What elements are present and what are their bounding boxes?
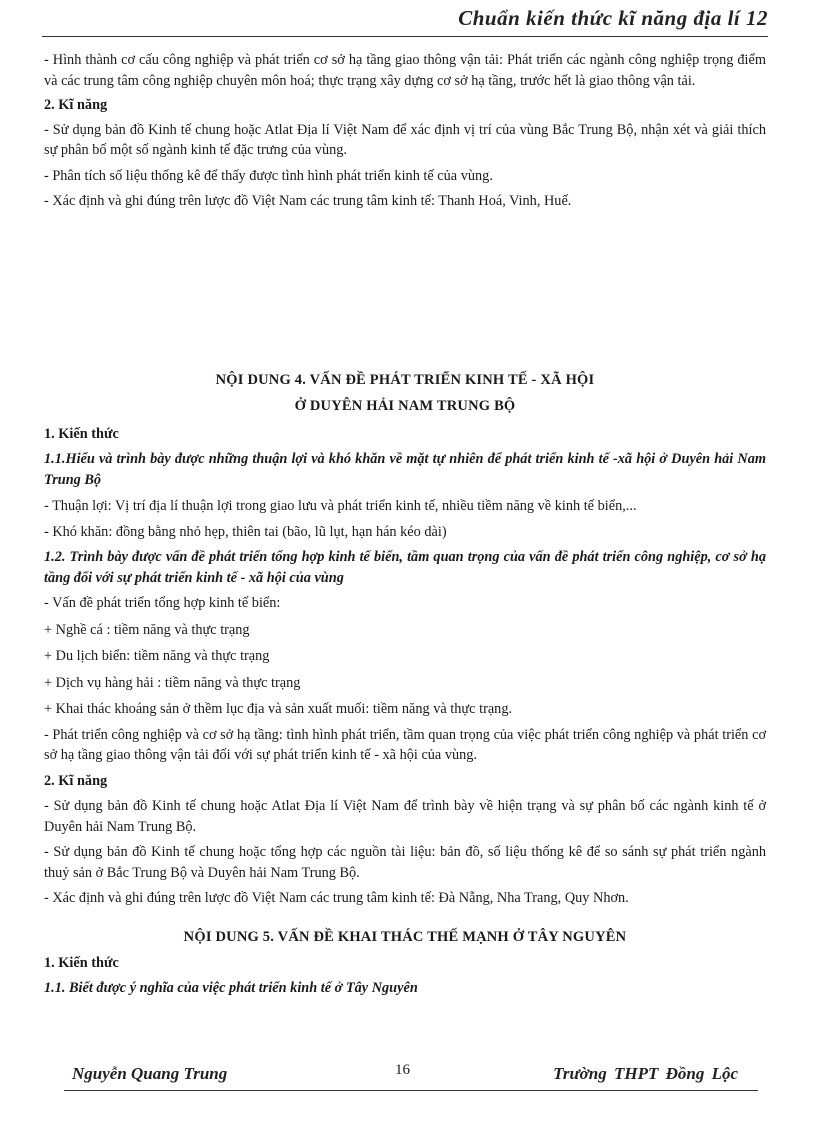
marine-item: + Dịch vụ hàng hải : tiềm năng và thực trạng xyxy=(44,674,301,691)
skill-item: - Sử dụng bản đồ Kinh tế chung hoặc Atlat Địa lí Việt Nam để trình bày về hiện trạng và sự phân bố các ngành kinh tế ở Duyên hải Nam Trung Bộ. xyxy=(44,798,766,835)
intro-paragraph: - Hình thành cơ cấu công nghiệp và phát triển cơ sở hạ tầng giao thông vận tải: Phát triển các ngành công nghiệp trọng điểm và các trung tâm công nghiệp chuyên môn hoá; thực trạng xây dựng cơ sở hạ tầng, trước hết là giao thông vận tải. xyxy=(44,52,766,89)
industry-item: - Phát triển công nghiệp và cơ sở hạ tầng: tình hình phát triển, tầm quan trọng của việc phát triển công nghiệp và phát triển cơ sở hạ tầng giao thông vận tải đối với sự phát triển kinh tế - xã hội của vùng. xyxy=(44,726,766,763)
section4-sub1: 1.1.Hiểu và trình bày được những thuận lợi và khó khăn về mặt tự nhiên để phát triển kinh tế -xã hội ở Duyên hải Nam Trung Bộ xyxy=(44,451,766,488)
document-body xyxy=(44,50,766,998)
header-title: Chuẩn kiến thức kĩ năng địa lí 12 xyxy=(458,6,768,30)
page-number: 16 xyxy=(395,1062,410,1078)
section4-sub2: 1.2. Trình bày được vấn đề phát triển tổng hợp kinh tế biển, tầm quan trọng của vấn đề phát triển công nghiệp, cơ sở hạ tầng đối với sự phát triển kinh tế - xã hội của vùng xyxy=(44,549,766,586)
marine-item: + Du lịch biển: tiềm năng và thực trạng xyxy=(44,648,270,664)
skill-item: - Sử dụng bản đồ Kinh tế chung hoặc tổng hợp các nguồn tài liệu: bản đồ, số liệu thống kê để so sánh sự phát triển ngành thuỷ sản ở Bắc Trung Bộ và Duyên hải Nam Trung Bộ. xyxy=(44,844,766,881)
section4-knowledge-heading: 1. Kiến thức xyxy=(44,425,119,442)
skill-item: - Xác định và ghi đúng trên lược đồ Việt Nam các trung tâm kinh tế: Đà Nẵng, Nha Trang, Quy Nhơn. xyxy=(44,890,629,906)
skill-item: - Sử dụng bản đồ Kinh tế chung hoặc Atlat Địa lí Việt Nam để xác định vị trí của vùng Bắc Trung Bộ, nhận xét và giải thích sự phân bố một số ngành kinh tế đặc trưng của vùng. xyxy=(44,121,766,158)
section5-title: NỘI DUNG 5. VẤN ĐỀ KHAI THÁC THẾ MẠNH Ở TÂY NGUYÊN xyxy=(183,928,627,945)
skill-item: - Phân tích số liệu thống kê để thấy được tình hình phát triển kinh tế của vùng. xyxy=(44,167,493,184)
footer-rule xyxy=(64,1090,758,1091)
skills-heading: 2. Kĩ năng xyxy=(44,97,108,113)
section4-title-line2: Ở DUYÊN HẢI NAM TRUNG BỘ xyxy=(294,398,516,414)
section4-title-line1: NỘI DUNG 4. VẤN ĐỀ PHÁT TRIỂN KINH TẾ - XÃ HỘI xyxy=(215,371,595,388)
footer-school: Trường THPT Đồng Lộc xyxy=(553,1064,738,1083)
section-gap xyxy=(44,909,766,927)
section5-knowledge-heading: 1. Kiến thức xyxy=(44,955,119,971)
section4-skills-heading: 2. Kĩ năng xyxy=(44,772,108,789)
skill-item: - Xác định và ghi đúng trên lược đồ Việt Nam các trung tâm kinh tế: Thanh Hoá, Vinh, Huế. xyxy=(44,193,572,209)
section5-sub1: 1.1. Biết được ý nghĩa của việc phát triển kinh tế ở Tây Nguyên xyxy=(44,979,418,996)
marine-item: + Khai thác khoáng sản ở thềm lục địa và sản xuất muối: tiềm năng và thực trạng. xyxy=(44,701,513,717)
blank-space xyxy=(44,212,766,370)
item-kho-khan: - Khó khăn: đồng bằng nhỏ hẹp, thiên tai (bão, lũ lụt, hạn hán kéo dài) xyxy=(44,523,447,540)
header-rule xyxy=(42,36,768,37)
item-thuan-loi: - Thuận lợi: Vị trí địa lí thuận lợi trong giao lưu và phát triển kinh tế, nhiều tiềm năng về kinh tế biển,... xyxy=(44,498,637,514)
footer-author: Nguyễn Quang Trung xyxy=(72,1064,228,1083)
marine-item: + Nghề cá : tiềm năng và thực trạng xyxy=(44,621,250,638)
marine-intro: - Vấn đề phát triển tổng hợp kinh tế biển: xyxy=(44,595,281,611)
